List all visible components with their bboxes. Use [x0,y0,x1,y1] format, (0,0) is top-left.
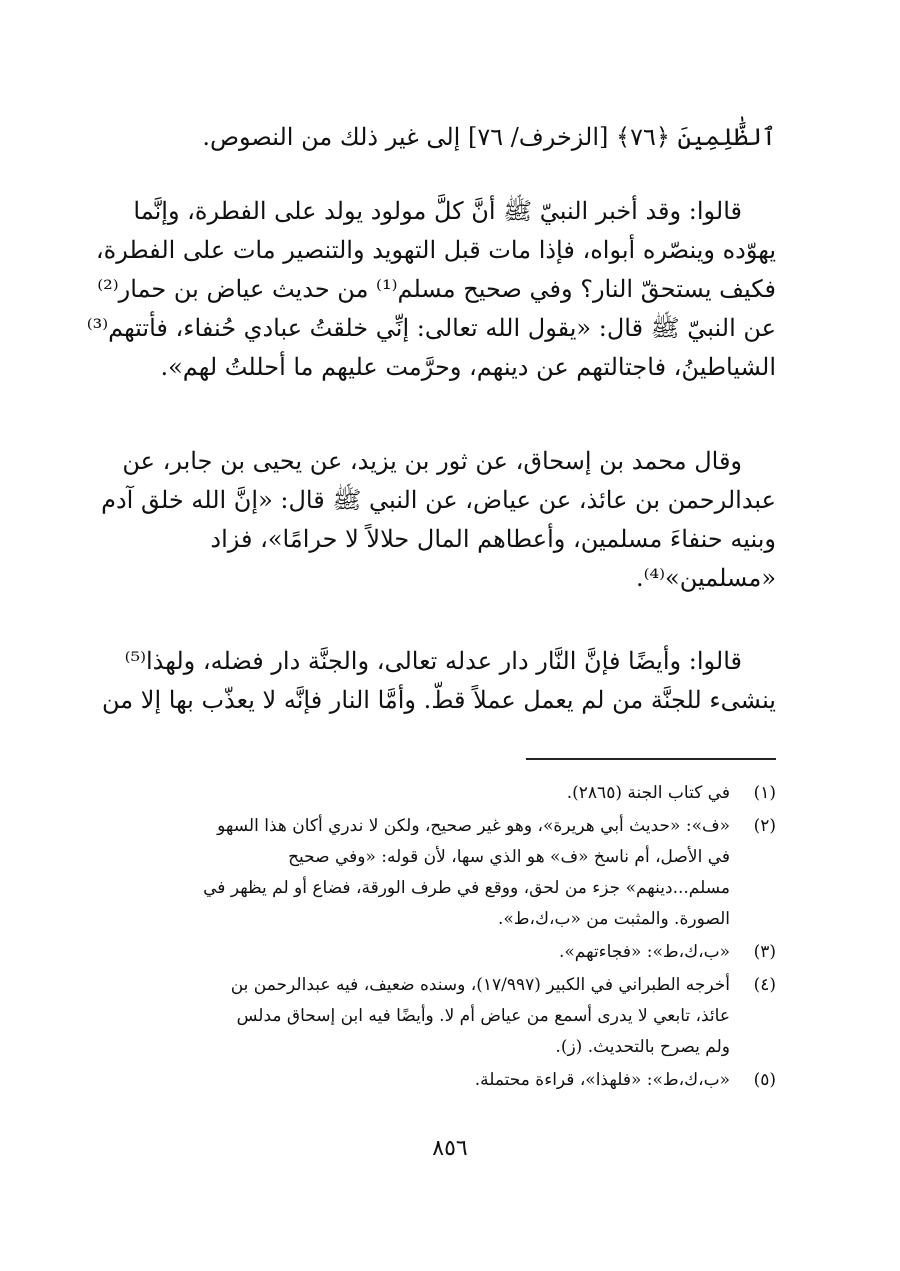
body-line: يهوّده وينصّره أبواه، فإذا مات قبل التهويد والتنصير مات على الفطرة، [95,236,776,264]
footnote-line: ولم يصرح بالتحديث. (ز). [555,1037,730,1057]
footnote-line: في كتاب الجنة (٢٨٦٥). [566,783,730,803]
body-line: قالوا: وأيضًا فإنَّ النَّار دار عدله تعالى، والجنَّة دار فضله، ولهذا⁽⁵⁾ [124,647,742,675]
body-line: عن النبيّ ﷺ قال: «يقول الله تعالى: إنِّي خلقتُ عبادي حُنفاء، فأتتهم⁽³⁾ [86,314,776,342]
footnote-5 [116,1065,776,1096]
paragraph-fitra-hadith [86,192,776,387]
footnote-line: الصورة. والمثبت من «ب،ك،ط». [497,909,730,929]
footnote-2 [116,811,776,935]
footnote-line: مسلم...دينهم» جزء من لحق، ووقع في طرف الورقة، فضاع أو لم يظهر في [203,878,730,898]
body-line: الشياطينُ، فاجتالتهم عن دينهم، وحرَّمت عليهم ما أحللتُ لهم». [160,353,776,381]
footnote-line: في الأصل، أم ناسخ «ف» هو الذي سها، لأن قوله: «وفي صحيح [288,847,730,867]
page-number: ٨٥٦ [432,1136,468,1161]
footnote-line: «ب،ك،ط»: «فلهذا»، قراءة محتملة. [474,1070,730,1090]
footnote-line: «ف»: «حديث أبي هريرة»، وهو غير صحيح، ولكن لا ندري أكان هذا السهو [217,816,730,836]
footnote-line: «ب،ك،ط»: «فجاءتهم». [558,942,730,962]
footnote-divider [526,758,776,760]
body-line: عبدالرحمن بن عائذ، عن عياض، عن النبي ﷺ قال: «إنَّ الله خلق آدم [101,486,776,514]
footnote-line: أخرجه الطبراني في الكبير (١٧/٩٩٧)، وسنده ضعيف، فيه عبدالرحمن بن [230,975,730,995]
footnote-4 [116,970,776,1063]
body-line: فكيف يستحقّ النار؟ وفي صحيح مسلم⁽¹⁾ من حديث عياض بن حمار⁽²⁾ [97,275,776,303]
footnote-1 [116,778,776,809]
body-line: قالوا: وقد أخبر النبيّ ﷺ أنَّ كلَّ مولود يولد على الفطرة، وإنَّما [133,197,742,225]
paragraph-ibn-ishaq-narration [101,442,776,598]
body-line: «مسلمين»⁽⁴⁾. [635,564,776,592]
footnote-number: (١) [753,783,776,803]
body-line: وبنيه حنفاءَ مسلمين، وأعطاهم المال حلالاً لا حرامًا»، فزاد [210,525,776,553]
paragraph-fire-justice [102,642,776,720]
footnote-number: (٥) [753,1070,776,1090]
footnote-number: (٣) [753,942,776,962]
paragraph-quran-continuation [116,118,776,157]
footnote-3 [116,937,776,968]
body-line: وقال محمد بن إسحاق، عن ثور بن يزيد، عن يحيى بن جابر، عن [122,447,742,475]
footnote-number: (٤) [753,975,776,995]
footnote-number: (٢) [753,816,776,836]
footnote-line: عائذ، تابعي لا يدرى أسمع من عياض أم لا. وأيضًا فيه ابن إسحاق مدلس [236,1006,730,1026]
footnotes-section [116,778,776,1098]
body-line: ينشىء للجنَّة من لم يعمل عملاً قطّ. وأمَّا النار فإنَّه لا يعذّب بها إلا من [102,686,776,714]
body-line: ٱلظَّٰلِمِينَ ﴿٧٦﴾ [الزخرف/ ٧٦] إلى غير ذلك من النصوص. [202,123,776,151]
